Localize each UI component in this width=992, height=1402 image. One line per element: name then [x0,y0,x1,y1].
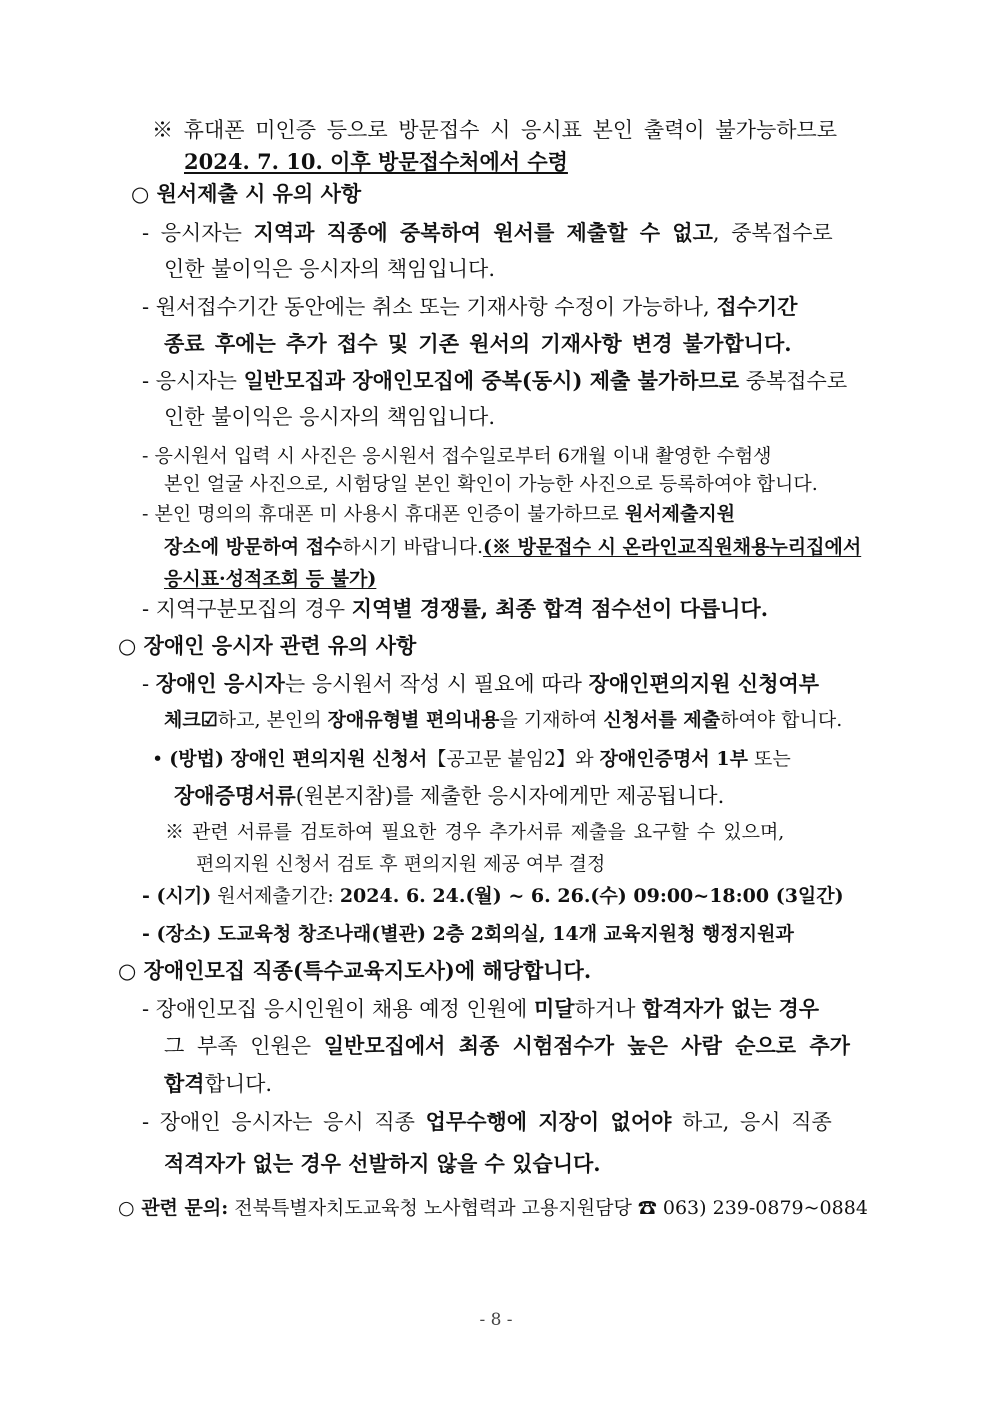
s1-item-a-cont: 인한 불이익은 응시자의 책임입니다. [164,257,495,281]
s1-item-c-cont: 인한 불이익은 응시자의 책임입니다. [164,405,495,429]
s1-item-b: - 원서접수기간 동안에는 취소 또는 기재사항 수정이 가능하나, 접수기간 [142,294,798,319]
s2-note-1: ※ 관련 서류를 검토하여 필요한 경우 추가서류 제출을 요구할 수 있으며, [165,821,785,843]
s1-item-e-cont2: 응시표·성적조회 등 불가) [164,568,377,590]
s2-method: • (방법) 장애인 편의지원 신청서【공고문 붙임2】와 장애인증명서 1부 또는 [152,748,791,770]
s3-item-b-cont: 적격자가 없는 경우 선발하지 않을 수 있습니다. [164,1151,601,1176]
s2-period: - (시기) 원서제출기간: 2024. 6. 24.(월) ~ 6. 26.(수) 09:00~18:00 (3일간) [142,885,844,907]
s1-item-c: - 응시자는 일반모집과 장애인모집에 중복(동시) 제출 불가하므로 중복접수로 [142,368,848,393]
s1-item-e-cont: 장소에 방문하여 접수하시기 바랍니다.(※ 방문접수 시 온라인교직원채용누리집에서 [164,536,862,558]
s1-item-f: - 지역구분모집의 경우 지역별 경쟁률, 최종 합격 점수선이 다릅니다. [142,596,769,621]
section-2-title: ○ 장애인 응시자 관련 유의 사항 [118,633,417,658]
s1-item-d-cont: 본인 얼굴 사진으로, 시험당일 본인 확인이 가능한 사진으로 등록하여야 합니다. [164,473,818,495]
s1-item-b-cont: 종료 후에는 추가 접수 및 기존 원서의 기재사항 변경 불가합니다. [164,331,792,356]
s2-note-2: 편의지원 신청서 검토 후 편의지원 제공 여부 결정 [196,853,606,875]
s2-item-a: - 장애인 응시자는 응시원서 작성 시 필요에 따라 장애인편의지원 신청여부 [142,671,820,696]
section-3-title: ○ 장애인모집 직종(특수교육지도사)에 해당합니다. [118,958,592,983]
note-deadline: 2024. 7. 10. 이후 방문접수처에서 수령 [184,149,568,174]
s1-item-d: - 응시원서 입력 시 사진은 응시원서 접수일로부터 6개월 이내 촬영한 수험생 [142,445,772,467]
s1-item-e: - 본인 명의의 휴대폰 미 사용시 휴대폰 인증이 불가하므로 원서제출지원 [142,503,736,525]
note-line-2 [184,148,568,176]
s2-place: - (장소) 도교육청 창조나래(별관) 2층 2회의실, 14개 교육지원청 행정지원과 [142,923,794,945]
s3-item-a-cont: 그 부족 인원은 일반모집에서 최종 시험점수가 높은 사람 순으로 추가 [164,1033,850,1058]
s3-item-a-cont2: 합격합니다. [164,1071,273,1096]
s3-item-b: - 장애인 응시자는 응시 직종 업무수행에 지장이 없어야 하고, 응시 직종 [142,1109,832,1134]
s2-method-cont: 장애증명서류(원본지참)를 제출한 응시자에게만 제공됩니다. [174,783,725,808]
s1-item-a: - 응시자는 지역과 직종에 중복하여 원서를 제출할 수 없고, 중복접수로 [142,220,833,245]
page-number: - 8 - [479,1310,513,1330]
section-4-contact: ○ 관련 문의: 전북특별자치도교육청 노사협력과 고용지원담당 ☎ 063) 239-0879~0884 [118,1197,868,1219]
note-line-1: ※ 휴대폰 미인증 등으로 방문접수 시 응시표 본인 출력이 불가능하므로 [152,118,838,142]
s2-item-a-cont: 체크☑하고, 본인의 장애유형별 편의내용을 기재하여 신청서를 제출하여야 합니다. [164,709,843,731]
s3-item-a: - 장애인모집 응시인원이 채용 예정 인원에 미달하거나 합격자가 없는 경우 [142,996,820,1021]
section-1-title: ○ 원서제출 시 유의 사항 [131,181,362,206]
